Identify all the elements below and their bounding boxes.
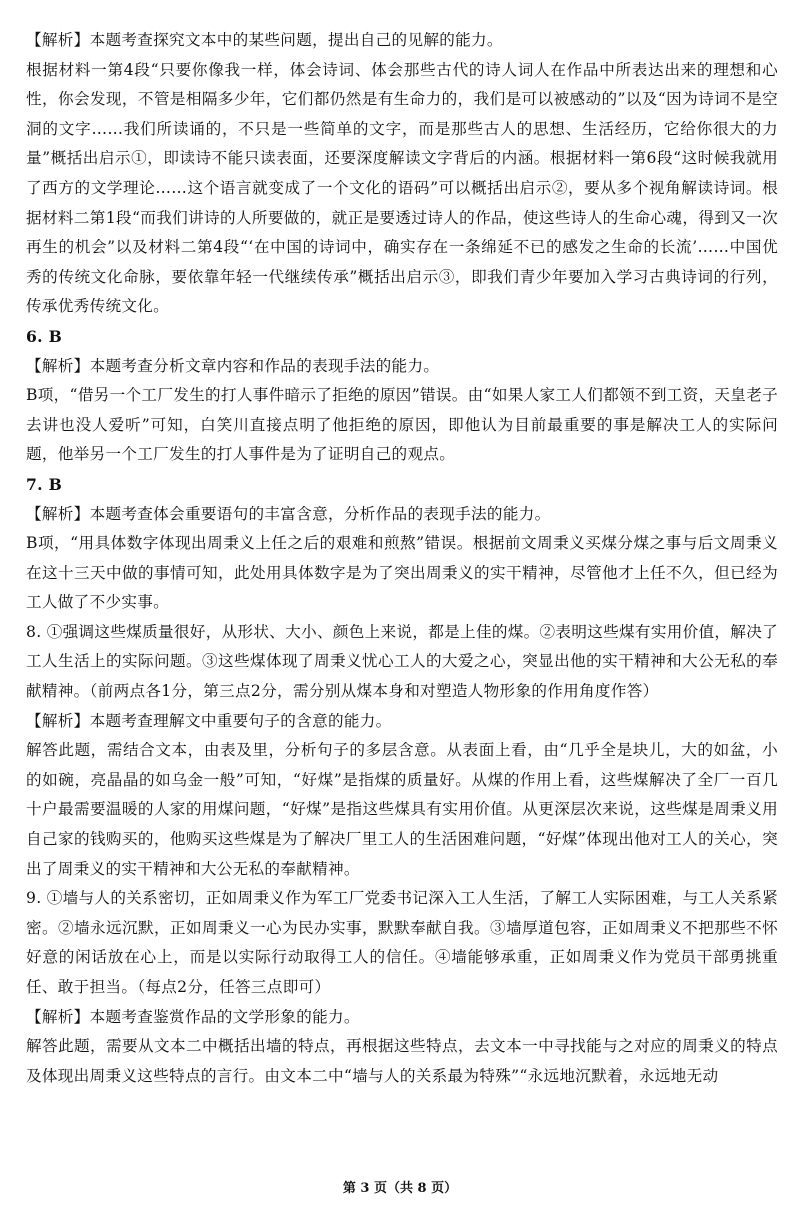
paragraph: 根据材料一第4段“只要你像我一样，体会诗词、体会那些古代的诗人词人在作品中所表达出来的理想和心性，你会发现，不管是相隔多少年，它们都仍然是有生命力的，我们是可以被感动的”以及“因为诗词不是空洞的文字……我们所读诵的，不只是一些简单的文字，而是那些古人的思想、生活经历，它给你很大的力量”概括出启示①，即读诗不能只读表面，还要深度解读文字背后的内涵。根据材料一第6段“这时候我就用了西方的文学理论……这个语言就变成了一个文化的语码”可以概括出启示②，要从多个视角解读诗词。根据材料二第1段“而我们讲诗的人所要做的，就正是要透过诗人的作品，使这些诗人的生命心魂，得到又一次再生的机会”以及材料二第4段“‘在中国的诗词中，确实存在一条绵延不已的感发之生命的长流’……中国优秀的传统文化命脉，要依靠年轻一代继续传承”概括出启示③，即我们青少年要加入学习古典诗词的行列，传承优秀传统文化。 <box>26 60 778 316</box>
answer-text <box>26 26 778 1091</box>
question-number: 6. B <box>26 326 63 346</box>
paragraph: 解答此题，需要从文本二中概括出墙的特点，再根据这些特点，去文本一中寻找能与之对应的周秉义的特点及体现出周秉义这些特点的言行。由文本二中“墙与人的关系最为特殊”“永远地沉默着，永远地无动 <box>26 1037 778 1085</box>
analysis-label: 【解析】本题考查分析文章内容和作品的表现手法的能力。 <box>26 356 440 375</box>
question-number: 7. B <box>26 474 63 494</box>
answer-paragraph: 8. ①强调这些煤质量很好，从形状、大小、颜色上来说，都是上佳的煤。②表明这些煤有实用价值，解决了工人生活上的实际问题。③这些煤体现了周秉义忧心工人的大爱之心，突显出他的实干精神和大公无私的奉献精神。（前两点各1分，第三点2分，需分别从煤本身和对塑造人物形象的作用角度作答） <box>26 622 778 701</box>
analysis-label: 【解析】本题考查体会重要语句的丰富含意，分析作品的表现手法的能力。 <box>26 504 551 523</box>
answer-paragraph: 9. ①墙与人的关系密切，正如周秉义作为军工厂党委书记深入工人生活，了解工人实际困难，与工人关系紧密。②墙永远沉默，正如周秉义一心为民办实事，默默奉献自我。③墙厚道包容，正如周秉义不把那些不怀好意的闲话放在心上，而是以实际行动取得工人的信任。④墙能够承重，正如周秉义作为党员干部勇挑重任、敢于担当。（每点2分，任答三点即可） <box>26 889 778 996</box>
paragraph: B项，“借另一个工厂发生的打人事件暗示了拒绝的原因”错误。由“如果人家工人们都领不到工资，天皇老子去讲也没人爱听”可知，白笑川直接点明了他拒绝的原因，即他认为目前最重要的事是解决工人的实际问题，他举另一个工厂发生的打人事件是为了证明自己的观点。 <box>26 386 778 464</box>
analysis-label: 【解析】本题考查鉴赏作品的文学形象的能力。 <box>26 1007 360 1026</box>
page-footer: 第 3 页（共 8 页） <box>342 1181 458 1196</box>
analysis-label: 【解析】本题考查理解文中重要句子的含意的能力。 <box>26 711 392 730</box>
paragraph: 解答此题，需结合文本，由表及里，分析句子的多层含意。从表面上看，由“几乎全是块儿，大的如盆，小的如碗，亮晶晶的如乌金一般”可知，“好煤”是指煤的质量好。从煤的作用上看，这些煤解决了全厂一百几十户最需要温暖的人家的用煤问题，“好煤”是指这些煤具有实用价值。从更深层次来说，这些煤是周秉义用自己家的钱购买的，他购买这些煤是为了解决厂里工人的生活困难问题，“好煤”体现出他对工人的关心，突出了周秉义的实干精神和大公无私的奉献精神。 <box>26 741 778 878</box>
paragraph: B项，“用具体数字体现出周秉义上任之后的艰难和煎熬”错误。根据前文周秉义买煤分煤之事与后文周秉义在这十三天中做的事情可知，此处用具体数字是为了突出周秉义的实干精神，尽管他才上任不久，但已经为工人做了不少实事。 <box>26 534 778 612</box>
analysis-label: 【解析】本题考查探究文本中的某些问题，提出自己的见解的能力。 <box>26 31 503 49</box>
